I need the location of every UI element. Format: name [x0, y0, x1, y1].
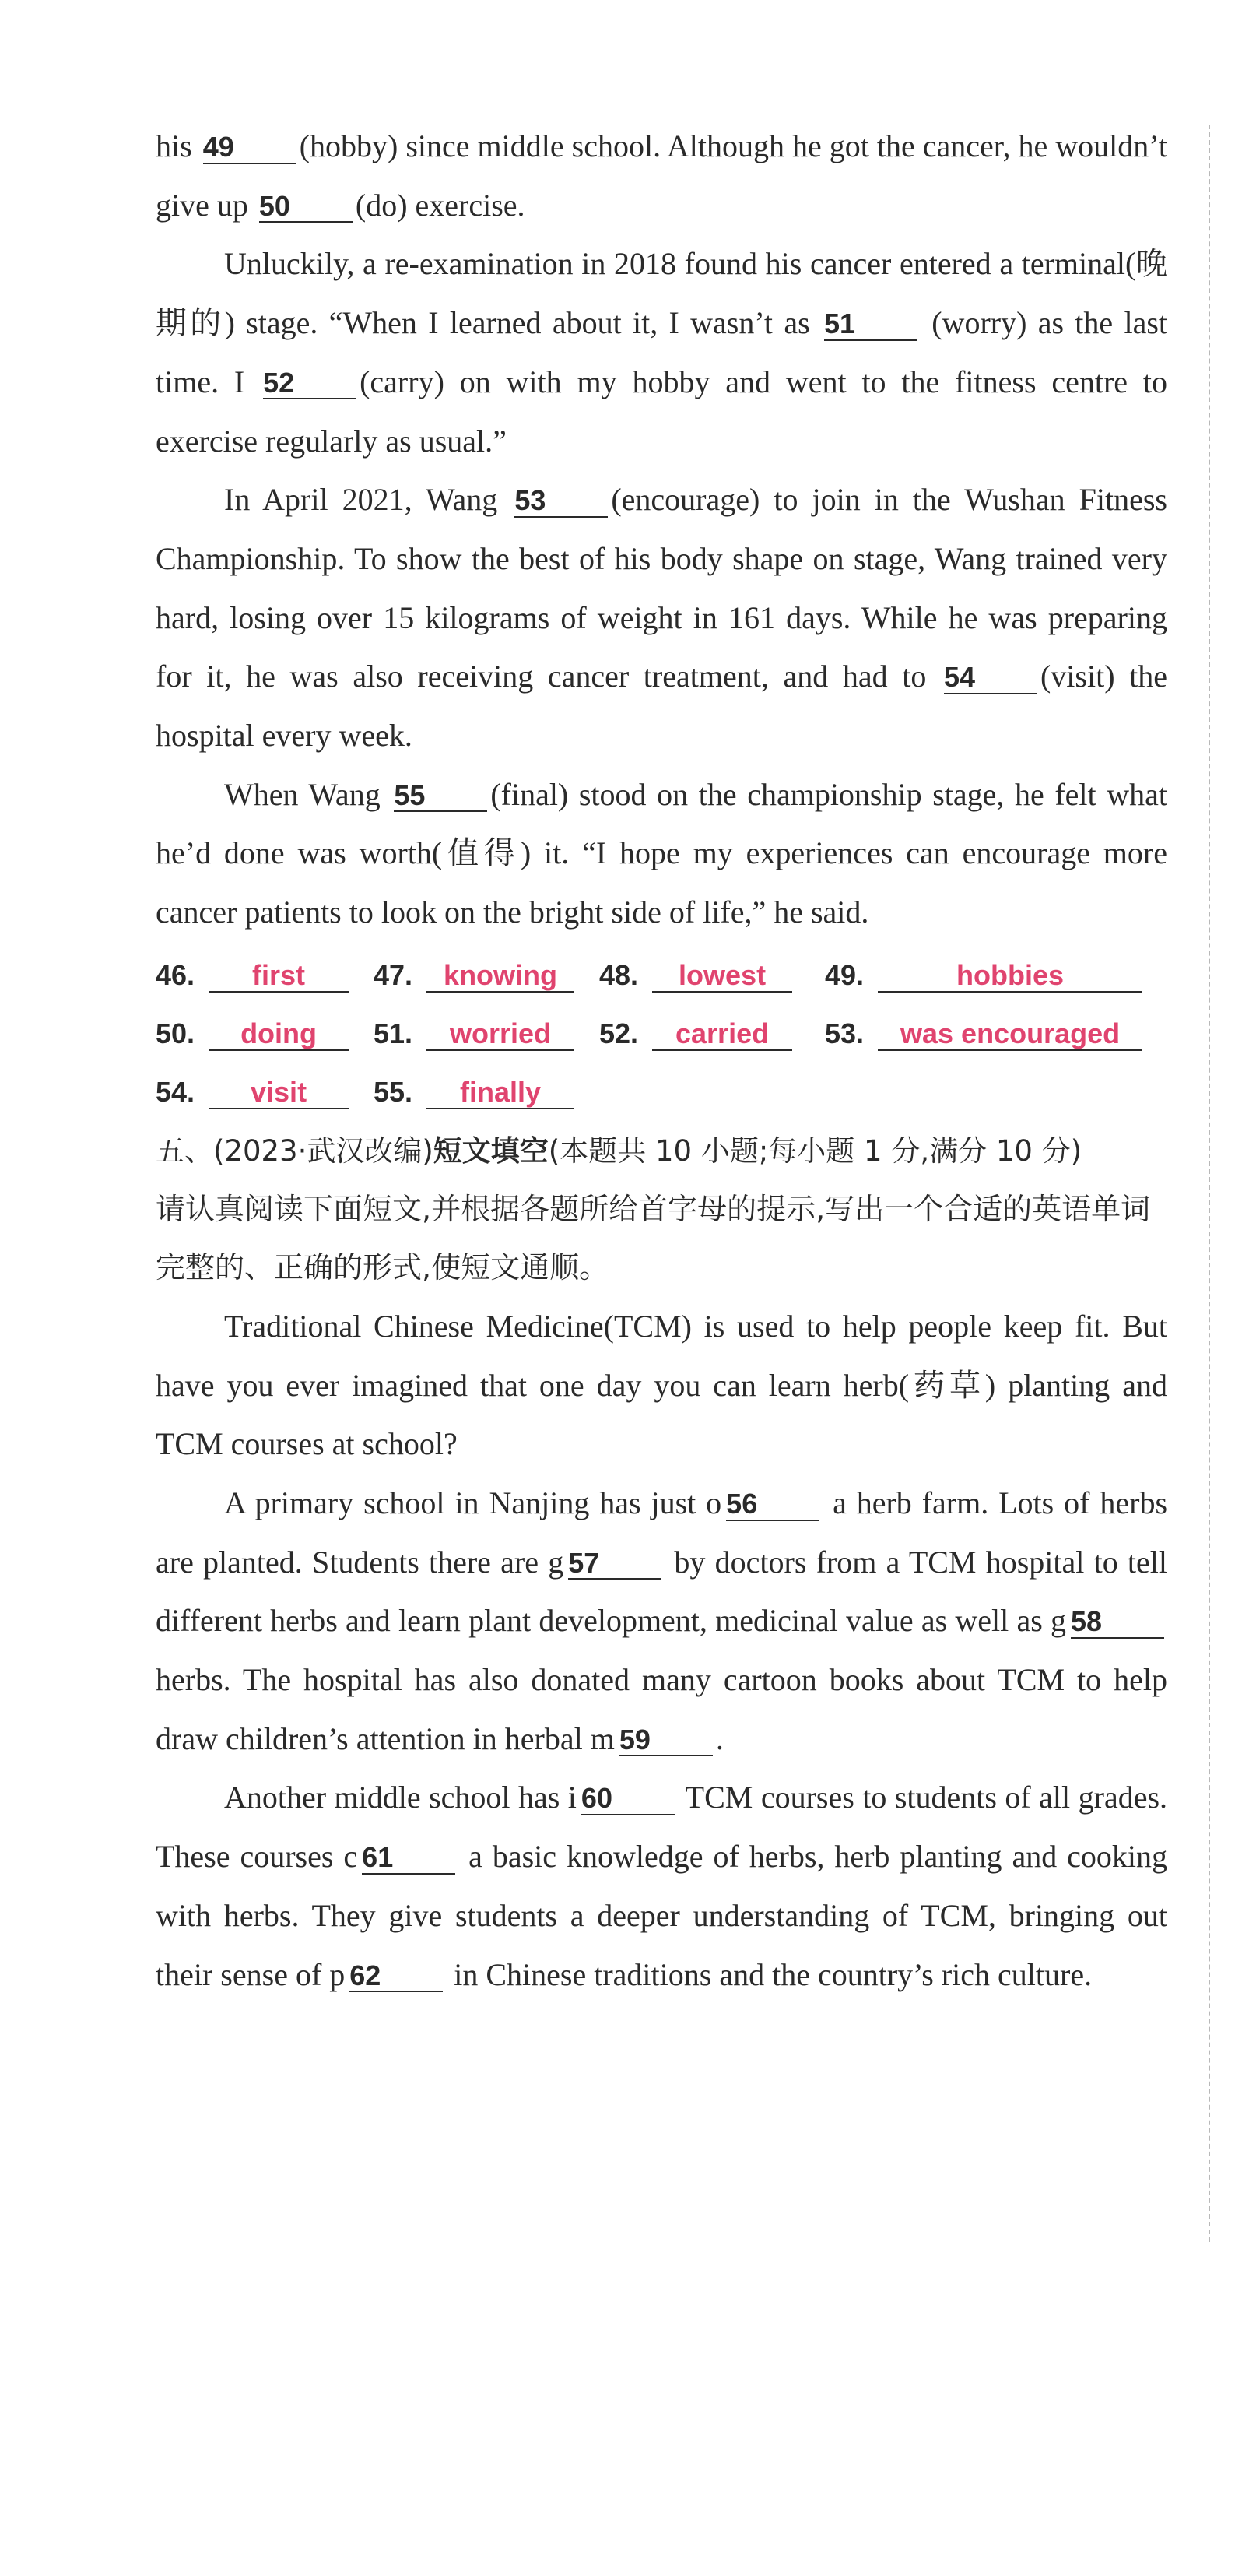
blank-50: 50 — [259, 191, 353, 223]
passage-a-paragraph-2: Unluckily, a re-examination in 2018 found his cancer entered a terminal(晚期的) stage. “When I learned about it, I wasn’t as 51 (worry) as the last time. I 52 (carry) on with my hobby and went to the fitness centre to exercise regularly as usual.” — [156, 246, 1168, 459]
answer-row — [156, 1063, 1167, 1122]
answer-55: finally — [426, 1076, 574, 1109]
answer-item: 48. lowest — [599, 959, 825, 993]
answer-47: knowing — [426, 959, 574, 993]
blank-49: 49 — [203, 132, 296, 164]
answer-item: 47. knowing — [374, 959, 599, 993]
answer-54: visit — [209, 1076, 349, 1109]
passage-a-paragraph-4: When Wang 55 (final) stood on the championship stage, he felt what he’d done was worth(值得) it. “I hope my experiences can encourage more cancer patients to look on the bright side of life,” he said. — [156, 776, 1168, 930]
blank-54: 54 — [944, 662, 1037, 694]
passage-b-paragraph-2: A primary school in Nanjing has just o 56 a herb farm. Lots of herbs are planted. Students there are g 57 by doctors from a TCM hospital to tell different herbs and learn plant development, medicinal value as well as g 58 herbs. The hospital has also donated many cartoon books about TCM to help draw children’s attention in herbal m 59 . — [156, 1485, 1168, 1756]
answer-row — [156, 1005, 1167, 1063]
answer-52: carried — [652, 1017, 792, 1051]
passage-b-paragraph-3: Another middle school has i 60 TCM courses to students of all grades. These courses c 61 a basic knowledge of herbs, herb planting and cooking with herbs. They give students a deeper understanding of TCM, bringing out their sense of p 62 in Chinese traditions and the country’s rich culture. — [156, 1780, 1168, 1992]
blank-60: 60 — [581, 1783, 675, 1815]
answer-key — [156, 947, 1167, 1122]
passage-a-paragraph-1: his 49 (hobby) since middle school. Although he got the cancer, he wouldn’t give up 50 (do) exercise. — [156, 128, 1167, 223]
answer-item: 52. carried — [599, 1017, 825, 1051]
answer-48: lowest — [652, 959, 792, 993]
passage-b-paragraph-1: Traditional Chinese Medicine(TCM) is used to help people keep fit. But have you ever imagined that one day you can learn herb(药草) planting and TCM courses at school? — [156, 1308, 1167, 1462]
section-5-title: 短文填空 — [433, 1133, 549, 1168]
answer-item: 46. first — [156, 959, 374, 993]
answer-item: 49. hobbies — [825, 959, 1142, 993]
answer-51: worried — [426, 1017, 574, 1051]
blank-53: 53 — [514, 485, 608, 518]
answer-row — [156, 947, 1167, 1005]
blank-59: 59 — [619, 1724, 713, 1757]
blank-57: 57 — [568, 1548, 661, 1580]
section-5-instruction: 请认真阅读下面短文,并根据各题所给首字母的提示,写出一个合适的英语单词完整的、正确的形式,使短文通顺。 — [156, 1191, 1151, 1284]
section-5-heading: 五、(2023·武汉改编)短文填空(本题共 10 小题;每小题 1 分,满分 10 分) — [156, 1133, 1082, 1168]
worksheet-content — [156, 117, 1167, 2004]
answer-item: 54. visit — [156, 1076, 374, 1109]
answer-item: 50. doing — [156, 1017, 374, 1051]
margin-dashed-line — [1209, 125, 1210, 2242]
answer-46: first — [209, 959, 349, 993]
blank-61: 61 — [362, 1842, 455, 1875]
answer-item: 51. worried — [374, 1017, 599, 1051]
answer-item: 55. finally — [374, 1076, 574, 1109]
answer-item: 53. was encouraged — [825, 1017, 1142, 1051]
answer-50: doing — [209, 1017, 349, 1051]
blank-51: 51 — [824, 308, 917, 341]
answer-53: was encouraged — [878, 1017, 1142, 1051]
blank-58: 58 — [1071, 1606, 1164, 1639]
blank-56: 56 — [726, 1488, 819, 1521]
passage-a-paragraph-3: In April 2021, Wang 53 (encourage) to join in the Wushan Fitness Championship. To show the best of his body shape on stage, Wang trained very hard, losing over 15 kilograms of weight in 161 days. While he was preparing for it, he was also receiving cancer treatment, and had to 54 (visit) the hospital every week. — [156, 482, 1168, 754]
blank-52: 52 — [263, 367, 356, 400]
blank-55: 55 — [394, 780, 487, 813]
blank-62: 62 — [349, 1960, 443, 1993]
answer-49: hobbies — [878, 959, 1142, 993]
